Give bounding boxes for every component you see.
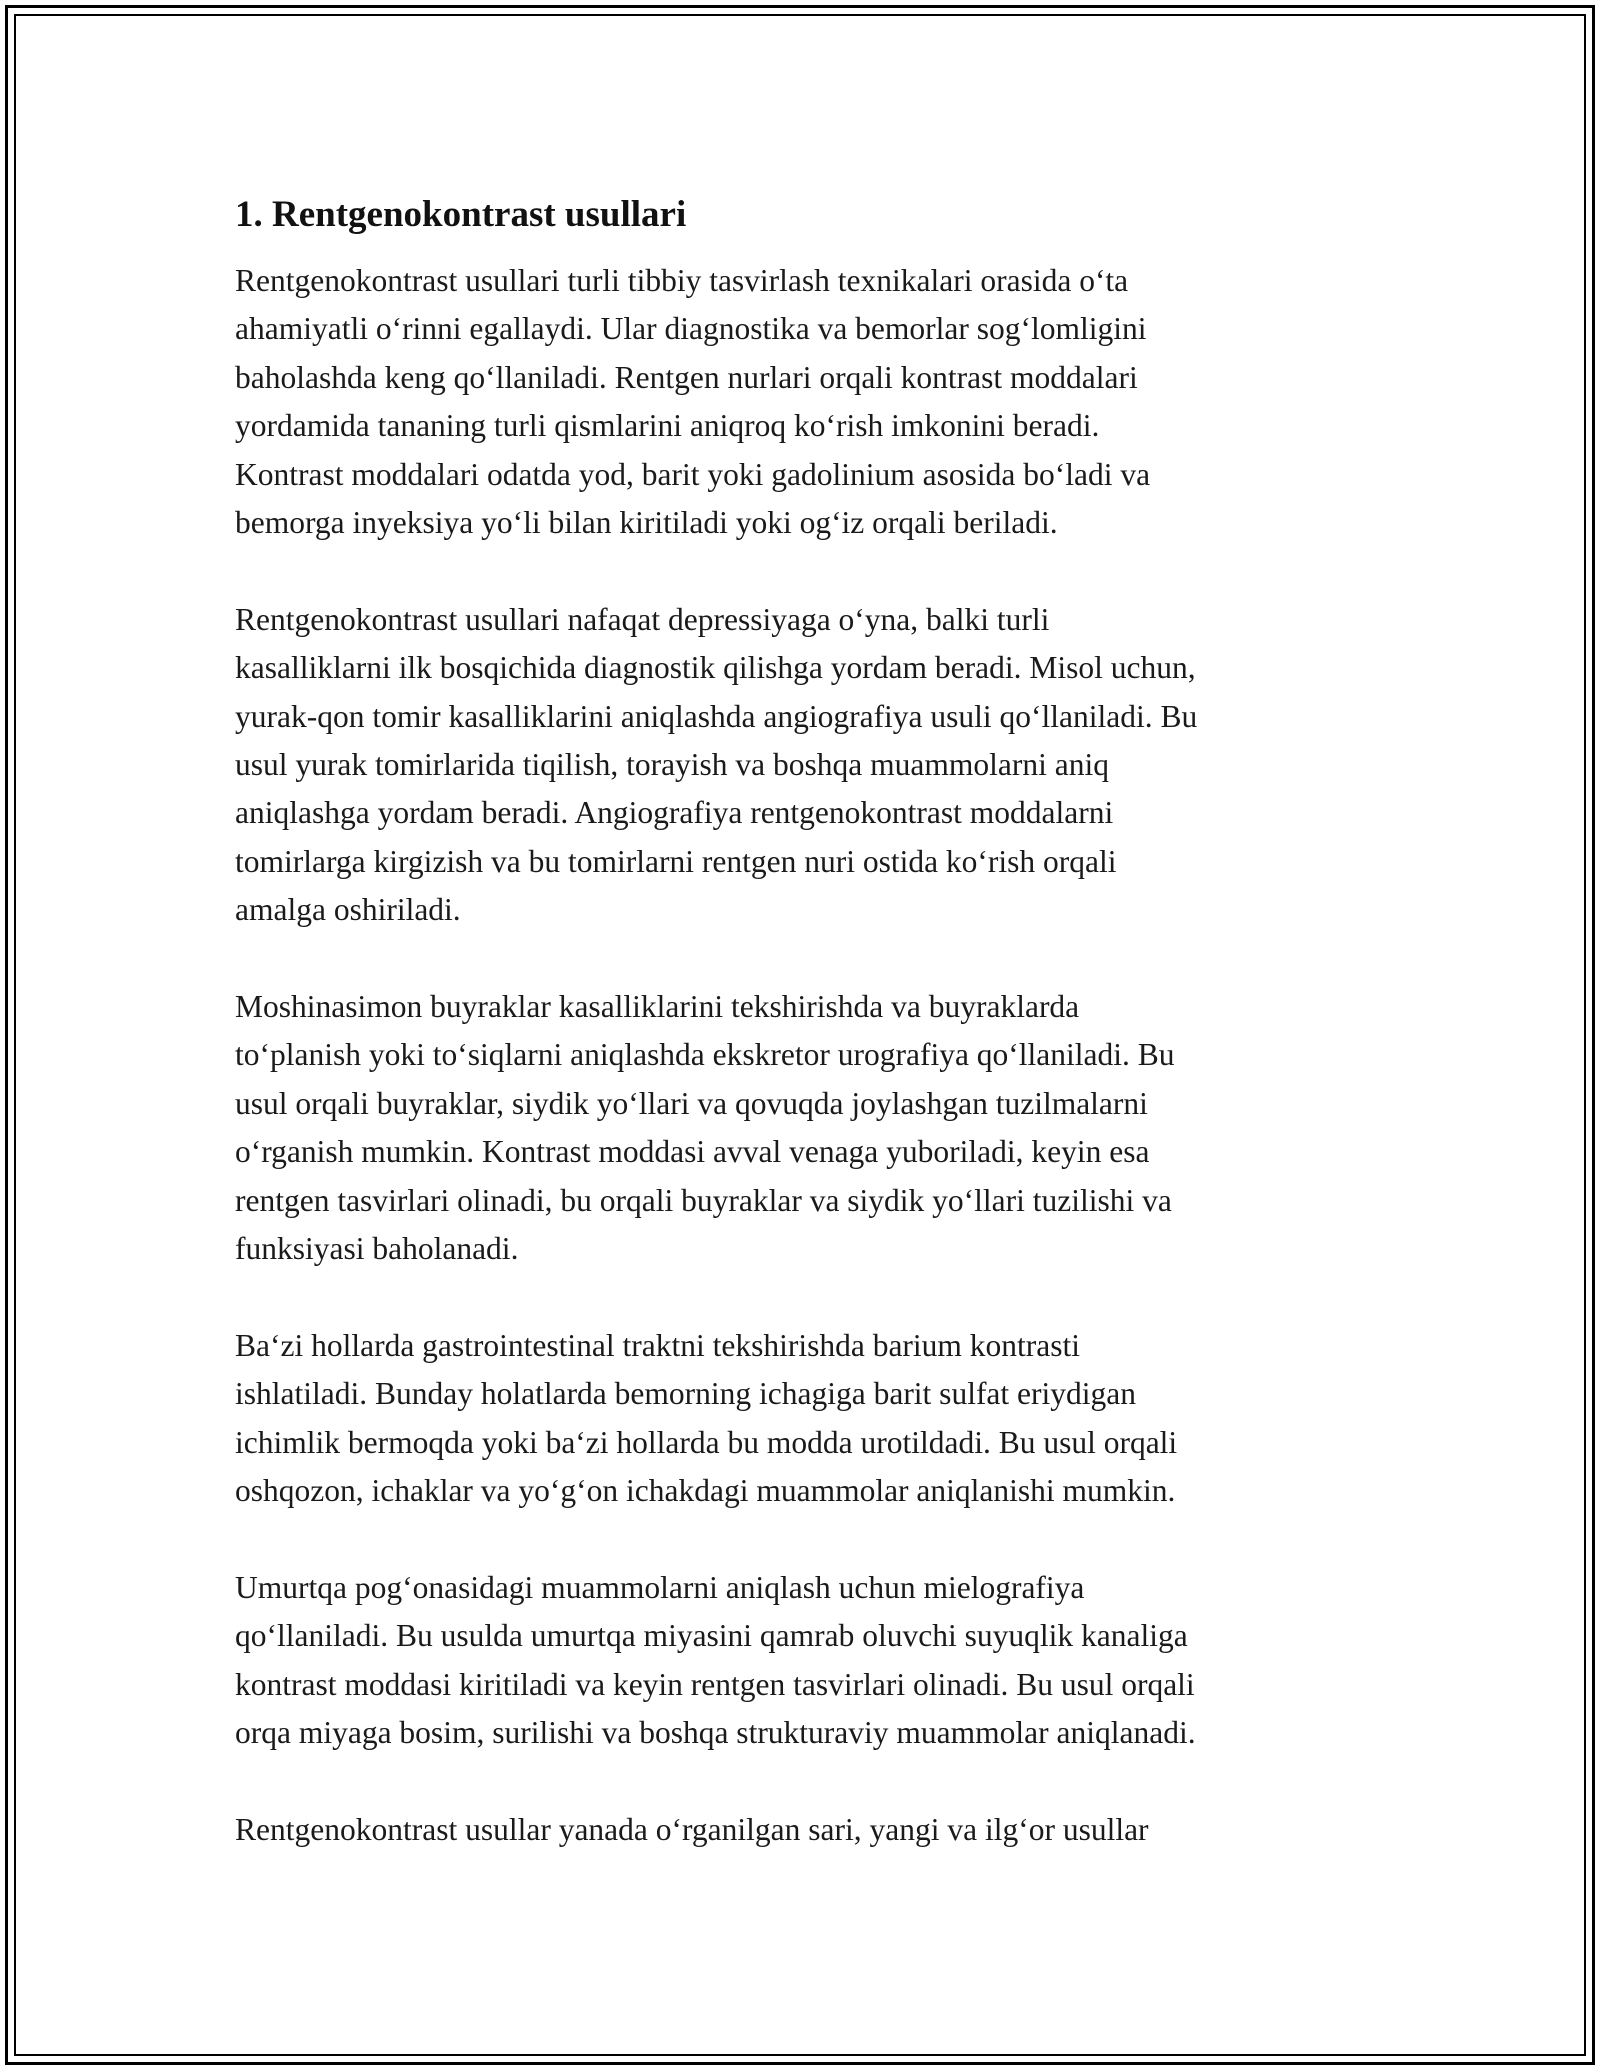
paragraph-closing: Rentgenokontrast usullar yanada o‘rganilgan sari, yangi va ilg‘or usullar [235,1811,1149,1847]
paragraph-angiography: Rentgenokontrast usullari nafaqat depressiyaga o‘yna, balki turli kasalliklarni ilk bosqichida diagnostik qilishga yordam beradi. Misol uchun, yurak-qon tomir kasalliklarini aniqlashda angiografiya usuli qo‘llaniladi. Bu usul yurak tomirlarida tiqilish, torayish va boshqa muammolarni aniq aniqlashga yordam beradi. Angiografiya rentgenokontrast moddalarni tomirlarga kirgizish va bu tomirlarni rentgen nuri ostida ko‘rish orqali amalga oshiriladi. [235,601,1198,928]
paragraph-barium: Ba‘zi hollarda gastrointestinal traktni tekshirishda barium kontrasti ishlatiladi. Bunday holatlarda bemorning ichagiga barit sulfat eriydigan ichimlik bermoqda yoki ba‘zi hollarda bu modda urotildadi. Bu usul orqali oshqozon, ichaklar va yo‘g‘on ichakdagi muammolar aniqlanishi mumkin. [235,1327,1178,1509]
paragraph-myelography: Umurtqa pog‘onasidagi muammolarni aniqlash uchun mielografiya qo‘llaniladi. Bu usulda umurtqa miyasini qamrab oluvchi suyuqlik kanaliga kontrast moddasi kiritiladi va keyin rentgen tasvirlari olinadi. Bu usul orqali orqa miyaga bosim, surilishi va boshqa strukturaviy muammolar aniqlanadi. [235,1569,1196,1751]
section-heading: 1. Rentgenokontrast usullari [235,194,687,235]
document-body [235,185,1365,1903]
paragraph-urography: Moshinasimon buyraklar kasalliklarini tekshirishda va buyraklarda to‘planish yoki to‘siqlarni aniqlashda ekskretor urografiya qo‘llaniladi. Bu usul orqali buyraklar, siydik yo‘llari va qovuqda joylashgan tuzilmalarni o‘rganish mumkin. Kontrast moddasi avval venaga yuboriladi, keyin esa rentgen tasvirlari olinadi, bu orqali buyraklar va siydik yo‘llari tuzilishi va funksiyasi baholanadi. [235,989,1175,1267]
paragraph-intro: Rentgenokontrast usullari turli tibbiy tasvirlash texnikalari orasida o‘ta ahamiyatli o‘rinni egallaydi. Ular diagnostika va bemorlar sog‘lomligini baholashda keng qo‘llaniladi. Rentgen nurlari orqali kontrast moddalari yordamida tananing turli qismlarini aniqroq ko‘rish imkonini beradi. Kontrast moddalari odatda yod, barit yoki gadolinium asosida bo‘ladi va bemorga inyeksiya yo‘li bilan kiritiladi yoki og‘iz orqali beriladi. [235,263,1151,541]
